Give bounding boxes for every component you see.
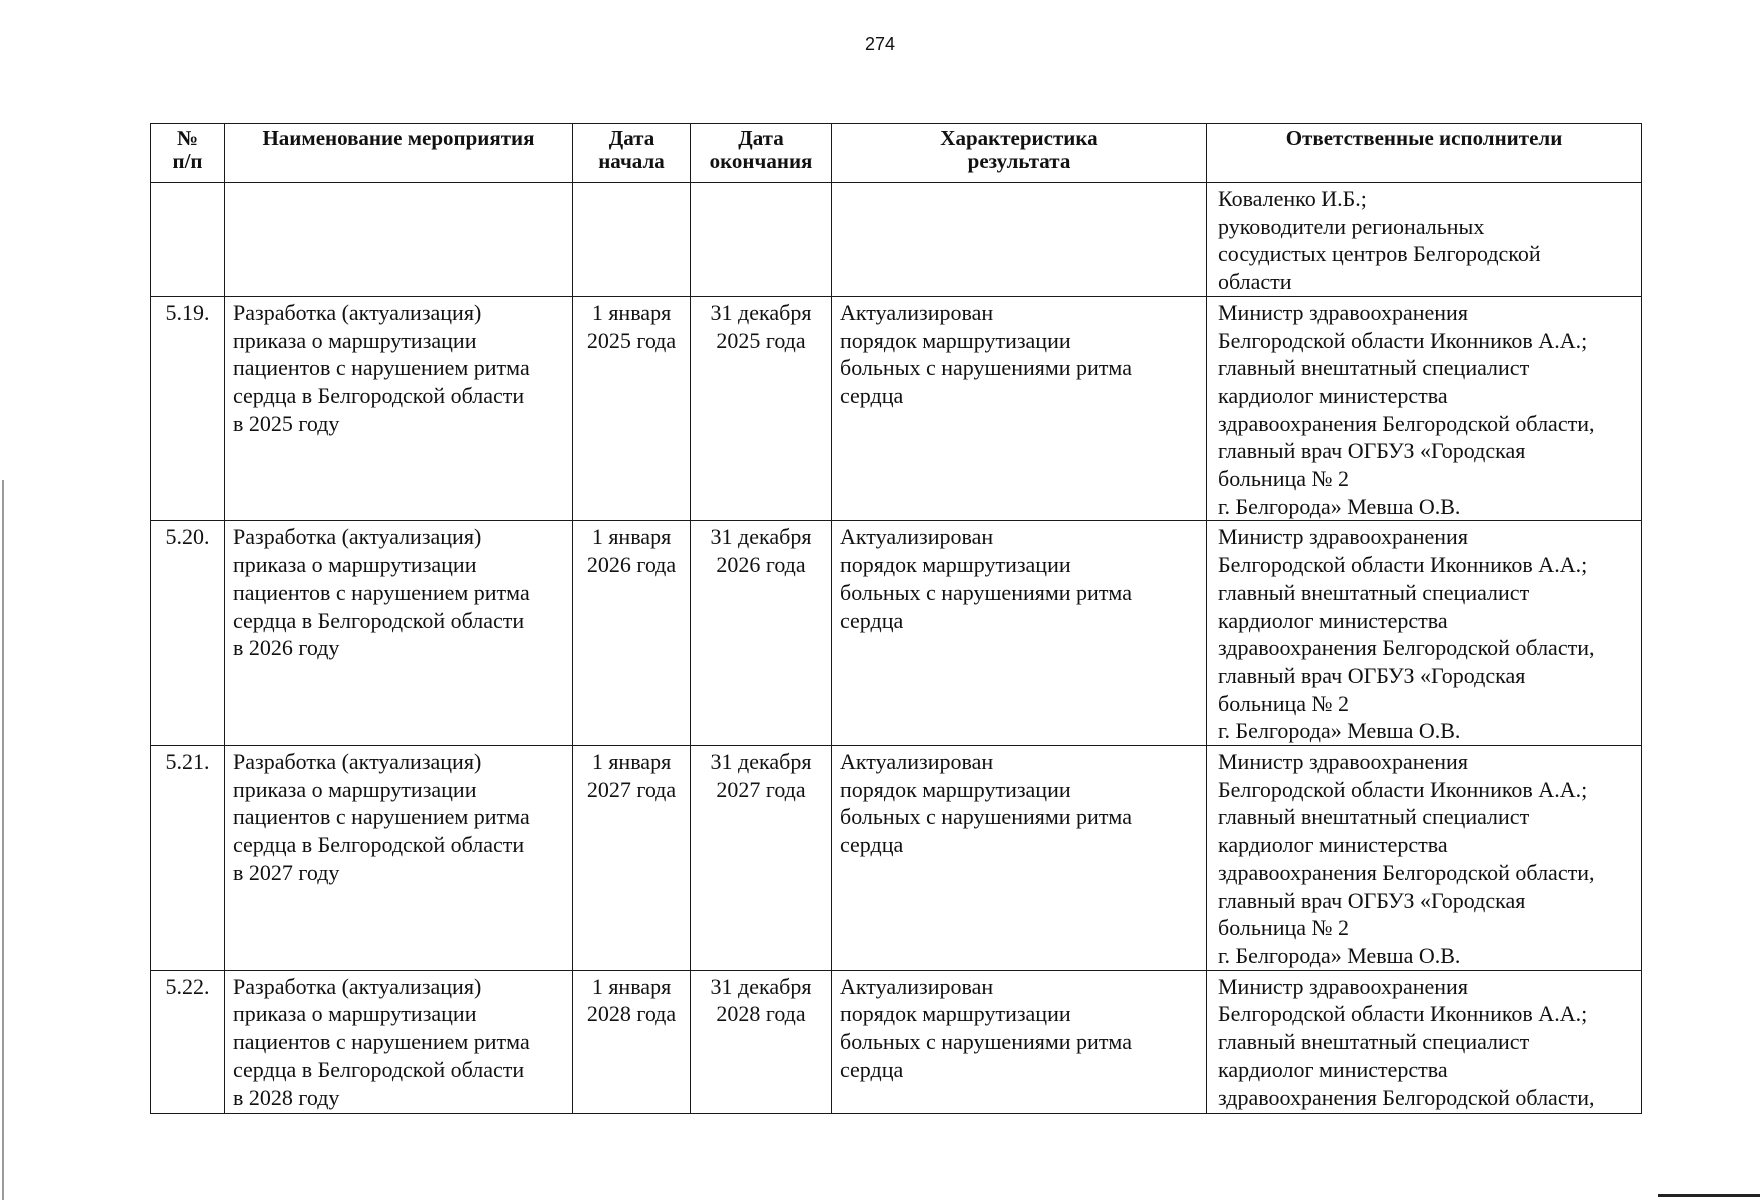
cell-name: Разработка (актуализация) приказа о маршрутизации пациентов с нарушением ритма сердца в Белгородской области в 2026 году — [225, 521, 573, 746]
header-num: № п/п — [151, 124, 225, 183]
cell-result: Актуализирован порядок маршрутизации больных с нарушениями ритма сердца — [832, 521, 1207, 746]
cell-result — [832, 183, 1207, 297]
header-end-date: Дата окончания — [691, 124, 832, 183]
cell-num: 5.19. — [151, 296, 225, 521]
cell-name — [225, 183, 573, 297]
header-start-date: Дата начала — [573, 124, 691, 183]
cell-num — [151, 183, 225, 297]
table-row — [151, 296, 1642, 521]
table-row — [151, 970, 1642, 1113]
cell-end: 31 декабря 2027 года — [691, 746, 832, 971]
cell-result: Актуализирован порядок маршрутизации больных с нарушениями ритма сердца — [832, 296, 1207, 521]
cell-start — [573, 183, 691, 297]
scan-edge-line — [2, 480, 4, 1200]
page-number: 274 — [864, 34, 896, 54]
cell-responsible: Министр здравоохранения Белгородской области Иконников А.А.; главный внештатный специалист кардиолог министерства здравоохранения Белгородской области, главный врач ОГБУЗ «Городская больница № 2 г. Белгорода» Мевша О.В. — [1207, 521, 1642, 746]
cell-name: Разработка (актуализация) приказа о маршрутизации пациентов с нарушением ритма сердца в Белгородской области в 2027 году — [225, 746, 573, 971]
cell-responsible: Министр здравоохранения Белгородской области Иконников А.А.; главный внештатный специалист кардиолог министерства здравоохранения Белгородской области, главный врач ОГБУЗ «Городская больница № 2 г. Белгорода» Мевша О.В. — [1207, 746, 1642, 971]
cell-name: Разработка (актуализация) приказа о маршрутизации пациентов с нарушением ритма сердца в Белгородской области в 2028 году — [225, 970, 573, 1113]
table-row — [151, 521, 1642, 746]
cell-end — [691, 183, 832, 297]
table-row — [151, 746, 1642, 971]
cell-num: 5.21. — [151, 746, 225, 971]
cell-result: Актуализирован порядок маршрутизации больных с нарушениями ритма сердца — [832, 970, 1207, 1113]
cell-responsible: Министр здравоохранения Белгородской области Иконников А.А.; главный внештатный специалист кардиолог министерства здравоохранения Белгородской области, — [1207, 970, 1642, 1113]
table-header-row — [151, 124, 1642, 183]
cell-result: Актуализирован порядок маршрутизации больных с нарушениями ритма сердца — [832, 746, 1207, 971]
table-row-continuation — [151, 183, 1642, 297]
header-result: Характеристика результата — [832, 124, 1207, 183]
cell-responsible: Коваленко И.Б.; руководители региональных сосудистых центров Белгородской области — [1207, 183, 1642, 297]
cell-name: Разработка (актуализация) приказа о маршрутизации пациентов с нарушением ритма сердца в Белгородской области в 2025 году — [225, 296, 573, 521]
cell-start: 1 января 2028 года — [573, 970, 691, 1113]
header-responsible: Ответственные исполнители — [1207, 124, 1642, 183]
cell-end: 31 декабря 2026 года — [691, 521, 832, 746]
cell-num: 5.22. — [151, 970, 225, 1113]
cell-start: 1 января 2025 года — [573, 296, 691, 521]
cell-end: 31 декабря 2025 года — [691, 296, 832, 521]
scan-edge-line — [1658, 1194, 1760, 1197]
cell-start: 1 января 2027 года — [573, 746, 691, 971]
header-name: Наименование мероприятия — [225, 124, 573, 183]
cell-end: 31 декабря 2028 года — [691, 970, 832, 1113]
cell-start: 1 января 2026 года — [573, 521, 691, 746]
cell-num: 5.20. — [151, 521, 225, 746]
cell-responsible: Министр здравоохранения Белгородской области Иконников А.А.; главный внештатный специалист кардиолог министерства здравоохранения Белгородской области, главный врач ОГБУЗ «Городская больница № 2 г. Белгорода» Мевша О.В. — [1207, 296, 1642, 521]
activities-table — [150, 123, 1642, 1114]
